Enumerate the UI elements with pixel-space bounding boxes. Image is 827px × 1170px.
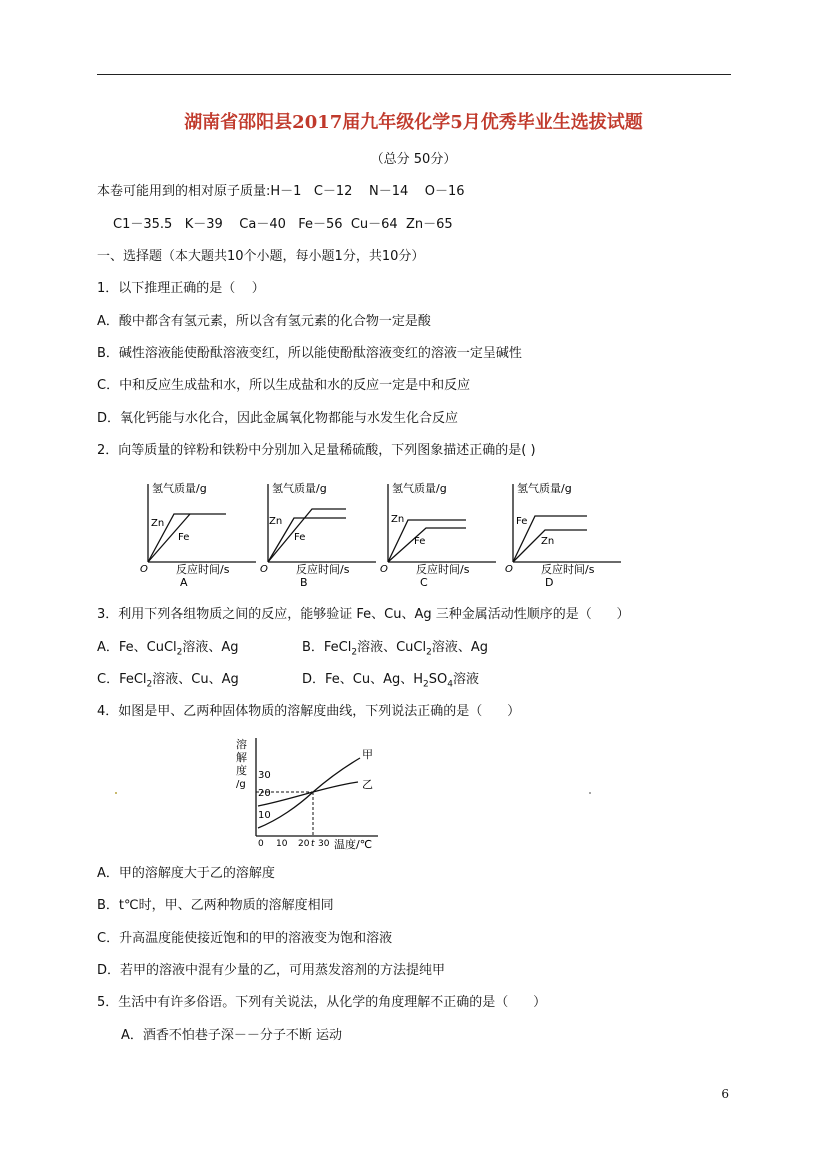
atomic-mass-line-1: 本卷可能用到的相对原子质量:H－1 C－12 N－14 O－16	[97, 184, 465, 199]
q4-xtick-20: 20	[298, 839, 310, 849]
q3-b-sub1: 2	[351, 647, 358, 658]
question-2-graph-a	[130, 478, 260, 592]
question-3-option-a	[97, 640, 239, 661]
graph-b-label-top: Zn	[269, 516, 283, 527]
graph-c-xlabel: 反应时间/s	[416, 563, 470, 576]
q4-xlabel: 温度/℃	[334, 838, 373, 851]
q3-d-sub2: 4	[447, 679, 453, 690]
question-4-option-b: B．t℃时，甲、乙两种物质的溶解度相同	[97, 898, 334, 913]
graph-a-ylabel: 氢气质量/g	[152, 482, 207, 495]
question-5-option-a: A．酒香不怕巷子深－－分子不断 运动	[121, 1028, 343, 1043]
total-score: （总分 50分）	[370, 152, 457, 167]
question-5-stem: 5．生活中有许多俗语。下列有关说法，从化学的角度理解不正确的是（ ）	[97, 995, 547, 1010]
q3-a-post: 溶液、Ag	[182, 640, 239, 655]
q4-ytick-10: 10	[258, 810, 271, 821]
q3-d-pre: D．Fe、Cu、Ag、H	[302, 672, 424, 687]
graph-d-ylabel: 氢气质量/g	[517, 482, 572, 495]
question-4-option-a: A．甲的溶解度大于乙的溶解度	[97, 866, 275, 881]
question-1-option-c: C．中和反应生成盐和水，所以生成盐和水的反应一定是中和反应	[97, 378, 471, 393]
q4-xtick-10: 10	[276, 839, 288, 849]
q4-xtick-t: t	[311, 839, 315, 849]
question-1-stem: 1．以下推理正确的是（ ）	[97, 281, 265, 296]
question-3-stem: 3．利用下列各组物质之间的反应，能够验证 Fe、Cu、Ag 三种金属活动性顺序的是（ ）	[97, 607, 630, 622]
page-number: 6	[721, 1087, 729, 1101]
graph-c-label-top: Zn	[391, 514, 405, 525]
q4-xtick-0: 0	[258, 839, 264, 849]
graph-d-label-bottom: Zn	[541, 536, 555, 547]
graph-b-label-bottom: Fe	[294, 532, 306, 543]
question-2-graph-d	[495, 478, 625, 592]
question-4-solubility-graph	[228, 734, 388, 856]
graph-c-origin: O	[380, 564, 388, 575]
graph-b-option: B	[300, 576, 308, 588]
q4-ylabel-2: 解	[236, 751, 247, 764]
header-rule	[97, 74, 731, 75]
q4-series-jia: 甲	[362, 748, 373, 761]
question-1-option-d: D．氧化钙能与水化合，因此金属氧化物都能与水发生化合反应	[97, 411, 459, 426]
graph-d-label-top: Fe	[516, 516, 528, 527]
q4-series-yi: 乙	[362, 778, 373, 791]
q3-b-post: 溶液、Ag	[431, 640, 489, 655]
graph-c-option: C	[420, 576, 428, 588]
q3-c-post: 溶液、Cu、Ag	[152, 672, 239, 687]
q3-b-sub2: 2	[426, 647, 432, 658]
graph-c-ylabel: 氢气质量/g	[392, 482, 447, 495]
question-1-option-b: B．碱性溶液能使酚酞溶液变红，所以能使酚酞溶液变红的溶液一定呈碱性	[97, 346, 522, 361]
q3-b-pre: B．FeCl	[302, 640, 352, 655]
page-title: 湖南省邵阳县2017届九年级化学5月优秀毕业生选拔试题	[184, 112, 643, 133]
q4-ylabel-1: 溶	[236, 738, 247, 751]
graph-a-option: A	[180, 576, 188, 588]
q3-a-sub: 2	[176, 647, 183, 658]
atomic-mass-line-2: C1－35.5 K－39 Ca－40 Fe－56 Cu－64 Zn－65	[113, 217, 453, 232]
question-1-option-a: A．酸中都含有氢元素，所以含有氢元素的化合物一定是酸	[97, 314, 431, 329]
q4-ylabel-3: 度	[236, 764, 247, 777]
question-2-stem: 2．向等质量的锌粉和铁粉中分别加入足量稀硫酸，下列图象描述正确的是( )	[97, 443, 536, 458]
graph-d-xlabel: 反应时间/s	[541, 563, 595, 576]
graph-a-label-bottom: Fe	[178, 532, 190, 543]
question-2-graph-b	[250, 478, 380, 592]
graph-a-origin: O	[140, 564, 148, 575]
question-3-option-b	[302, 640, 488, 661]
scan-speck-left	[115, 792, 117, 794]
q3-d-post: 溶液	[452, 672, 479, 687]
question-4-stem: 4．如图是甲、乙两种固体物质的溶解度曲线，下列说法正确的是（ ）	[97, 704, 521, 719]
question-3-option-d	[302, 672, 479, 693]
question-4-option-d: D．若甲的溶液中混有少量的乙，可用蒸发溶剂的方法提纯甲	[97, 963, 446, 978]
graph-b-ylabel: 氢气质量/g	[272, 482, 327, 495]
question-2-graph-c	[370, 478, 500, 592]
graph-d-option: D	[545, 576, 554, 588]
q3-d-sub1: 2	[423, 679, 429, 690]
q3-a-pre: A．Fe、CuCl	[97, 640, 177, 655]
q3-c-pre: C．FeCl	[97, 672, 147, 687]
graph-b-xlabel: 反应时间/s	[296, 563, 350, 576]
section-heading: 一、选择题（本大题共10个小题，每小题1分，共10分）	[97, 249, 425, 264]
scan-speck-right	[589, 792, 591, 794]
question-3-option-c	[97, 672, 239, 693]
q4-ylabel-4: /g	[236, 779, 246, 790]
question-4-option-c: C．升高温度能使接近饱和的甲的溶液变为饱和溶液	[97, 931, 393, 946]
q4-ytick-30: 30	[258, 770, 271, 781]
graph-b-origin: O	[260, 564, 268, 575]
q3-b-mid: 溶液、CuCl	[357, 640, 427, 655]
q3-c-sub: 2	[146, 679, 153, 690]
graph-a-label-top: Zn	[151, 518, 165, 529]
q4-xtick-30: 30	[318, 839, 330, 849]
q3-d-mid: SO	[428, 672, 448, 687]
graph-c-label-bottom: Fe	[414, 536, 426, 547]
graph-a-xlabel: 反应时间/s	[176, 563, 230, 576]
q4-ytick-20: 20	[258, 788, 271, 799]
graph-d-origin: O	[505, 564, 513, 575]
